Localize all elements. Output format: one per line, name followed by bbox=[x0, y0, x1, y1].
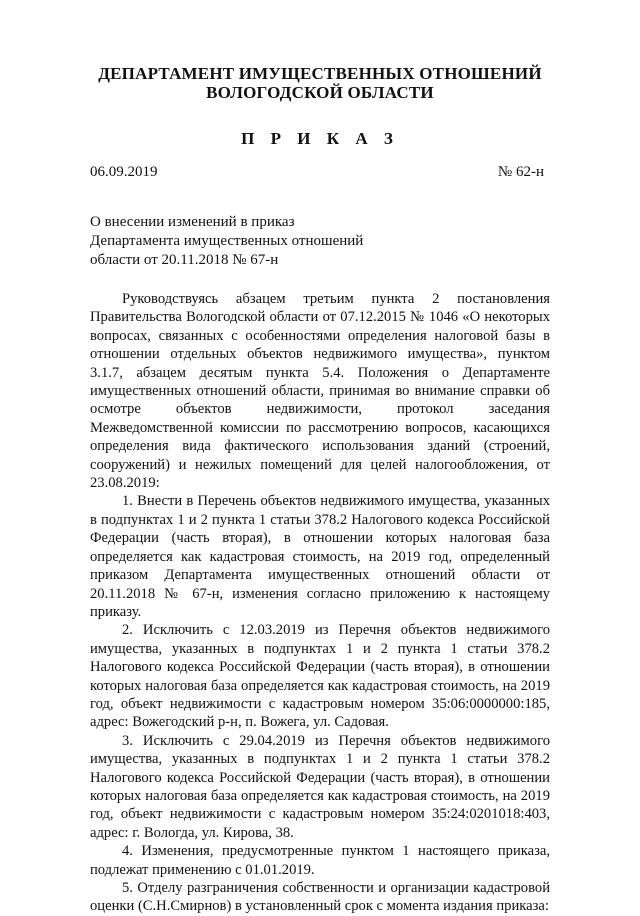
subject-line-2: Департамента имущественных отношений bbox=[90, 233, 364, 249]
subject-line-1: О внесении изменений в приказ bbox=[90, 214, 295, 230]
clause-2-paragraph: 2. Исключить с 12.03.2019 из Перечня объектов недвижимого имущества, указанных в подпунктах 1 и 2 пункта 1 статьи 378.2 Налогового кодекса Российской Федерации (часть вторая), в отношении которых налоговая база определяется как кадастровая стоимость, на 2019 год, объект недвижимости с кадастровым номером 35:06:0000000:185, адрес: Вожегодский р-н, п. Вожега, ул. Садовая. bbox=[90, 622, 550, 731]
region-name: ВОЛОГОДСКОЙ ОБЛАСТИ bbox=[206, 83, 434, 102]
clause-4-paragraph: 4. Изменения, предусмотренные пунктом 1 настоящего приказа, подлежат применению с 01.01.2019. bbox=[90, 843, 550, 878]
order-title: П Р И К А З bbox=[241, 129, 399, 148]
order-subject bbox=[90, 213, 363, 270]
order-date: 06.09.2019 bbox=[90, 164, 158, 180]
order-number: № 62-н bbox=[497, 164, 544, 180]
subject-line-3: области от 20.11.2018 № 67-н bbox=[90, 252, 279, 268]
preamble-paragraph: Руководствуясь абзацем третьим пункта 2 постановления Правительства Вологодской области от 07.12.2015 № 1046 «О некоторых вопросах, связанных с особенностями определения налоговой базы в отношении отдельных объектов недвижимого имущества», пунктом 3.1.7, абзацем десятым пункта 5.4. Положения о Департаменте имущественных отношений области, принимая во внимание справки об осмотре объектов недвижимости, протокол заседания Межведомственной комиссии по рассмотрению вопросов, касающихся определения вида фактического использования зданий (строений, сооружений) и нежилых помещений для целей налогообложения, от 23.08.2019: bbox=[90, 291, 550, 492]
clause-1-paragraph: 1. Внести в Перечень объектов недвижимого имущества, указанных в подпунктах 1 и 2 пункта 1 статьи 378.2 Налогового кодекса Российской Федерации (часть вторая), в отношении которых налоговая база определяется как кадастровая стоимость, на 2019 год, определенный приказом Департамента имущественных отношений области от 20.11.2018 № 67-н, изменения согласно приложению к настоящему приказу. bbox=[90, 493, 550, 620]
department-name: ДЕПАРТАМЕНТ ИМУЩЕСТВЕННЫХ ОТНОШЕНИЙ bbox=[98, 64, 542, 83]
clause-3-paragraph: 3. Исключить с 29.04.2019 из Перечня объектов недвижимого имущества, указанных в подпунктах 1 и 2 пункта 1 статьи 378.2 Налогового кодекса Российской Федерации (часть вторая), в отношении которых налоговая база определяется как кадастровая стоимость, на 2019 год, объект недвижимости с кадастровым номером 35:24:0201018:403, адрес: г. Вологда, ул. Кирова, 38. bbox=[90, 732, 550, 841]
order-body bbox=[90, 290, 550, 916]
clause-5-paragraph: 5. Отделу разграничения собственности и организации кадастровой оценки (С.Н.Смирнов) в установленный срок с момента издания приказа: bbox=[90, 880, 550, 915]
